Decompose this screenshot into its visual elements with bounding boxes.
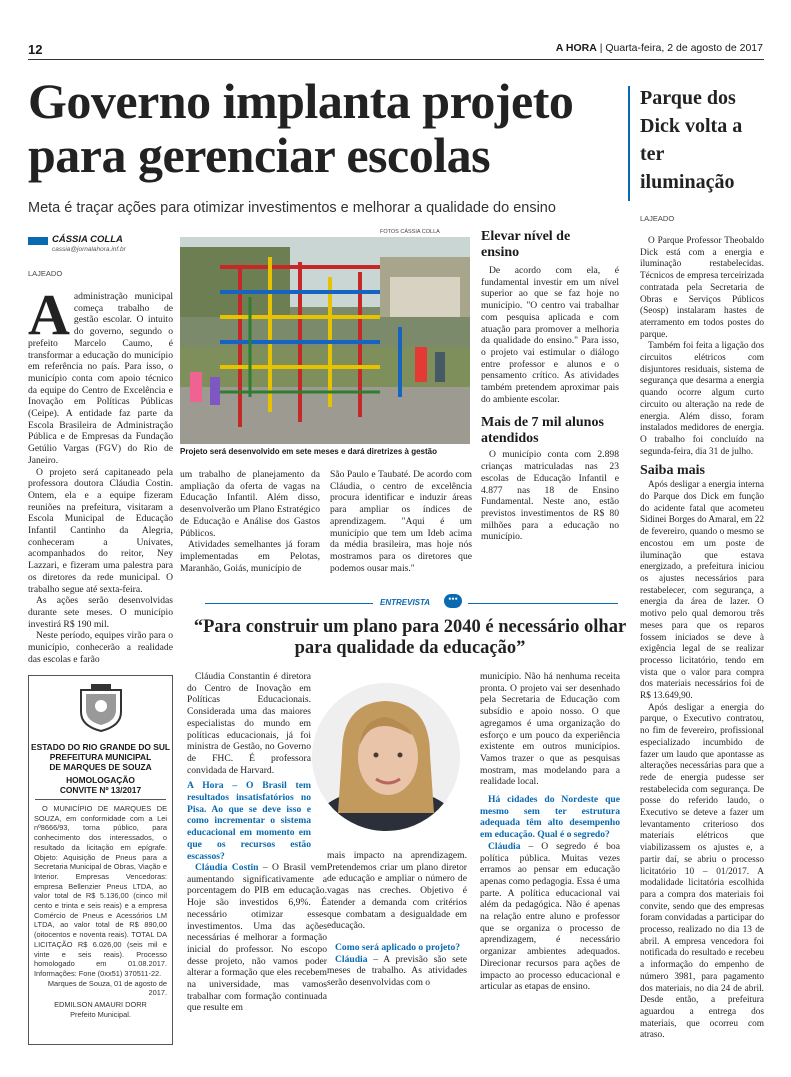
article-column-1: [28, 282, 173, 666]
interview-intro: Cláudia Constantin é diretora do Centro de Inovação em Políticas Educacionais. Considerada uma das maiores especialistas do mundo em políticas educacionais, já foi ministra de Gestão, no Governo de FHC. É professora convidada de Harvard.: [187, 671, 311, 776]
interview-column-2: [327, 850, 467, 989]
interview-quote: “Para construir um plano para 2040 é necessário olhar para qualidade da educação”: [193, 617, 627, 658]
chat-bubble-icon: •••: [444, 594, 462, 608]
interview-answer: [480, 841, 620, 993]
legal-notice: [28, 675, 173, 1045]
interview-answer: [187, 862, 327, 1014]
page-number: 12: [28, 42, 43, 57]
notice-signer: EDMILSON AMAURI DORR: [54, 1000, 147, 1010]
interview-column-1-wide: [187, 862, 327, 1014]
notice-type: HOMOLOGAÇÃO: [66, 775, 135, 785]
author-mark: [28, 237, 48, 245]
interview-rule-left: [205, 603, 373, 604]
interview-label: ENTREVISTA: [380, 598, 431, 607]
speaker-name: Cláudia: [335, 953, 368, 965]
article-paragraph: [28, 282, 173, 467]
article-text: administração municipal começa trabalho de gestão escolar. O intuito do governo, segundo o prefeito Marcelo Caumo, é transformar a educação do município em referência no país. Para isso, o município conta com apoio técnico da equipe do Centro de Excelência e Inovação em Políticas Públicas (Ceipe). A entidade faz parte da Escola Brasileira de Administração Pública e de Empresas da Fundação Getúlio Vargas (FGV) do Rio de Janeiro.: [28, 291, 173, 466]
side-headline: Parque dos Dick volta a ter iluminação: [640, 87, 743, 193]
article-paragraph: O projeto será capitaneado pela professora doutora Cláudia Costin. Ontem, ela e a equipe fizeram reuniões na prefeitura, visitaram a Escola Municipal de Educação Infantil Cantinho da Alegria, conheceram a Univates, acompanhados do reitor, Ney Lazzari, e fizeram uma palestra para os diretores da rede municipal. O trabalho segue até sexta-feira.: [28, 466, 173, 595]
author-name: CÁSSIA COLLA: [52, 234, 123, 245]
answer-text: – O segredo é boa política pública. Muitas vezes erramos ao pensar em educação apenas como pedagogia. Essa é uma parte. A política educacional vai além da pedagógica. Não é apenas na relação entre aluno e professor que se organiza o processo de aprendizagem, é necessário organizar ambientes adequados. Direcionar recursos para ações de impacto ao processo educacional e articular as etapas de ensino.: [480, 840, 620, 993]
side-column-divider: [628, 86, 630, 201]
notice-place-date: Marques de Souza, 01 de agosto de 2017.: [47, 978, 167, 998]
article-paragraph: As ações serão desenvolvidas durante sete meses. O município investirá R$ 190 mil.: [28, 595, 173, 630]
article-paragraph: O município conta com 2.898 crianças matriculadas nas 23 escolas de Educação Infantil e 4.877 nas 18 de Ensino Fundamental. Neste ano, estão previstos investimentos de R$ 80 milhões para a educação no município.: [481, 449, 619, 543]
interview-question: Há cidades do Nordeste que mesmo sem ter estrutura adequada têm alto desempenho em educação. Qual é o segredo?: [480, 794, 620, 841]
article-column-3: [330, 469, 472, 574]
photo-credit: FOTOS CÁSSIA COLLA: [380, 229, 440, 235]
side-paragraph: Também foi feita a ligação dos circuitos elétricos com disjuntores residuais, sistema de segurança que desarma a energia quando ocorre algum curto circuito ou alteração na rede de energia. Além disso, foram instalados medidores de energia. O trabalho foi concluído na segunda-feira, dia 31 de julho.: [640, 341, 764, 457]
answer-text: – O Brasil vem aumentando significativamente a porcentagem do PIB em educação. Hoje são investidos 6,9%. É necessário otimizar esses investimentos. Uma das ações necessárias é melhorar a formação inicial do professor. No escopo desse projeto, não vamos poder alterar a formação que eles recebem na universidade, mas vamos trabalhar com formação continuada que resulte em: [187, 862, 327, 1014]
side-article: [640, 236, 764, 1042]
interview-column-3: [480, 671, 620, 993]
headline-line-2: para gerenciar escolas: [28, 127, 491, 183]
answer-text: – A previsão são sete meses de trabalho. As atividades serão desenvolvidas com o: [327, 953, 467, 989]
interview-rule-right: [468, 603, 618, 604]
notice-header: [29, 742, 172, 795]
paper-name: A HORA: [555, 42, 597, 54]
masthead: [556, 42, 763, 54]
subheading-alunos: Mais de 7 mil alunos atendidos: [481, 415, 604, 447]
notice-state: ESTADO DO RIO GRANDE DO SUL: [31, 742, 170, 752]
notice-municipality: DE MARQUES DE SOUZA: [49, 762, 152, 772]
article-paragraph: Atividades semelhantes já foram implementadas em Pelotas, Maranhão, Goiás, município de: [180, 539, 320, 574]
side-dateline: LAJEADO: [640, 214, 675, 223]
header-rule: [28, 59, 764, 60]
interview-answer-cont: município. Não há nenhuma receita pronta. O projeto vai ser desenhado pela Secretaria de Educação com subsídio e apoio nosso. O que agregamos é uma organização do esforço e um pouco da experiência existente em outros municípios. Vamos trazer o que as pesquisas mostram, mas modelando para a realidade local.: [480, 671, 620, 788]
notice-rule: [35, 799, 166, 800]
side-paragraph: Após desligar a energia interna do Parque dos Dick em função do acidente fatal que acometeu Sidinei Borges do Amaral, em 22 de fevereiro, quando o mesmo se encostou em um poste de iluminação que estava energizado, a prefeitura iniciou os ajustes necessários para restabelecer, com segurança, a energia da área de lazer. O motivo pelo qual demorou três meses para que os reparos fossem iniciados se deve à exigência legal de se realizar processo licitatório, tendo em vista que o valor para compra dos materiais necessários foi de R$ 13.649,90.: [640, 480, 764, 702]
dateline: LAJEADO: [28, 269, 63, 278]
subheadline: Meta é traçar ações para otimizar investimentos e melhorar a qualidade do ensino: [28, 200, 556, 216]
side-paragraph: Após desligar a energia do parque, o Executivo contratou, no fim de fevereiro, profissional especializado incumbido de fazer um laudo que apontasse as alterações necessárias para que a rede de energia pudesse ser restabelecida com segurança. De posse do referido laudo, o Executivo se deteve a fazer um levantamento criterioso dos materiais elétricos que viabilizassem os ajustes e, a partir daí, se abriu o processo licitatório 10 – 01/2017. A modalidade licitatória escolhida para a compra dos materiais foi convite, sendo que des empresas foram convidadas a participar do processo, realizado no dia 13 de abril. A empresa vencedora foi notificada do resultado e recebeu a informação do empenho de número 3981, para pagamento dos materiais, no dia 24 de abril. Desde então, a prefeitura aguardou a entrega dos materiais, que ocorreu com atraso.: [640, 702, 764, 1041]
author-email: cassia@jornalahora.inf.br: [52, 246, 126, 253]
article-paragraph: De acordo com ela, é fundamental investir em um nível superior ao que se faz hoje no município. "O centro vai trabalhar com pesquisa aplicada e com atuação para promover a melhoria da qualidade do ensino." Para isso, o projeto vai estimular o diálogo entre professor e alunos e o pensamento crítico. As atividades também pretendem aproximar pais do ambiente escolar.: [481, 265, 619, 405]
article-column-2: [180, 469, 320, 574]
interview-answer-cont: mais impacto na aprendizagem. Pretendemos criar um plano diretor de educação e ampliar o número de vagas nas creches. Objetivo é atender a demanda com critérios que combatam a desigualdade em educação.: [327, 850, 467, 932]
headline-line-1: Governo implanta projeto: [28, 73, 574, 129]
municipal-crest-icon: [76, 684, 126, 732]
article-column-4: [481, 229, 619, 543]
subheading-elevar: Elevar nível de ensino: [481, 229, 571, 260]
photo-caption: Projeto será desenvolvido em sete meses e dará diretrizes à gestão: [180, 447, 438, 456]
drop-cap: A: [28, 282, 70, 347]
article-paragraph: São Paulo e Taubaté. De acordo com Cláudia, o centro de excelência procura identificar e induzir áreas para ampliar os índices de aprendizagem. "Aqui é um município que tem um Ideb acima da média brasileira, mas hoje nós mostramos para os diretores que podemos ousar mais.": [330, 469, 472, 574]
interview-question: A Hora – O Brasil tem resultados insatisfatórios no Pisa. Ao que se deve isso e como incrementar o sistema educacional em momento em que os recursos estão escassos?: [187, 780, 311, 862]
interview-answer: [327, 954, 467, 989]
interview-column-1: [187, 671, 311, 862]
article-paragraph: um trabalho de planejamento da ampliação da oferta de vagas na Educação Infantil. Além disso, desenvolverão um Plano Estratégico de Educação e Análise dos Gastos Públicos.: [180, 469, 320, 539]
side-subheading: Saiba mais: [640, 463, 705, 479]
notice-role: Prefeito Municipal.: [70, 1009, 131, 1019]
portrait-photo: [312, 683, 460, 831]
notice-prefecture: PREFEITURA MUNICIPAL: [49, 752, 152, 762]
side-paragraph: O Parque Professor Theobaldo Dick está com a energia e iluminação restabelecidas. Técnicos de empresa terceirizada contratada pela Secretaria de Obras e Serviços Públicos (Seosp) instalaram hastes de aterramento em todos postes do parque.: [640, 236, 764, 340]
article-paragraph: Neste período, equipes virão para o município, conhecerão a realidade das escolas e farão: [28, 630, 173, 665]
notice-number: CONVITE Nº 13/2017: [59, 785, 142, 795]
speaker-name: Cláudia Costin: [195, 862, 259, 873]
speaker-name: Cláudia: [488, 840, 521, 852]
issue-date: | Quarta-feira, 2 de agosto de 2017: [599, 42, 763, 54]
headline: [28, 74, 628, 182]
notice-body: O MUNICÍPIO DE MARQUES DE SOUZA, em conformidade com a Lei nº8666/93, torna público, para conhecimento dos interessados, o resultado da licitação em epígrafe. Objeto: Aquisição de Pneus para a Secretaria Municipal de Obras, Viação e Interior. Empresas Vencedoras: empresa Bellenzier Pneus LTDA, ao valor total de R$ 5.136,00 (cinco mil cento e trinta e seis reais) e a empresa Comércio de Pneus e Acessórios LM LTDA, ao valor total de R$ 890,00 (oitocentos e noventa reais). TOTAL DA LICITAÇÃO R$ 6.026,00 (seis mil e vinte e seis reais). Processo homologado em 01.08.2017. Informações: Fone (0xx51) 370511-22.: [34, 804, 167, 978]
playground-photo: [180, 237, 470, 444]
interview-question: Como será aplicado o projeto?: [335, 941, 461, 953]
